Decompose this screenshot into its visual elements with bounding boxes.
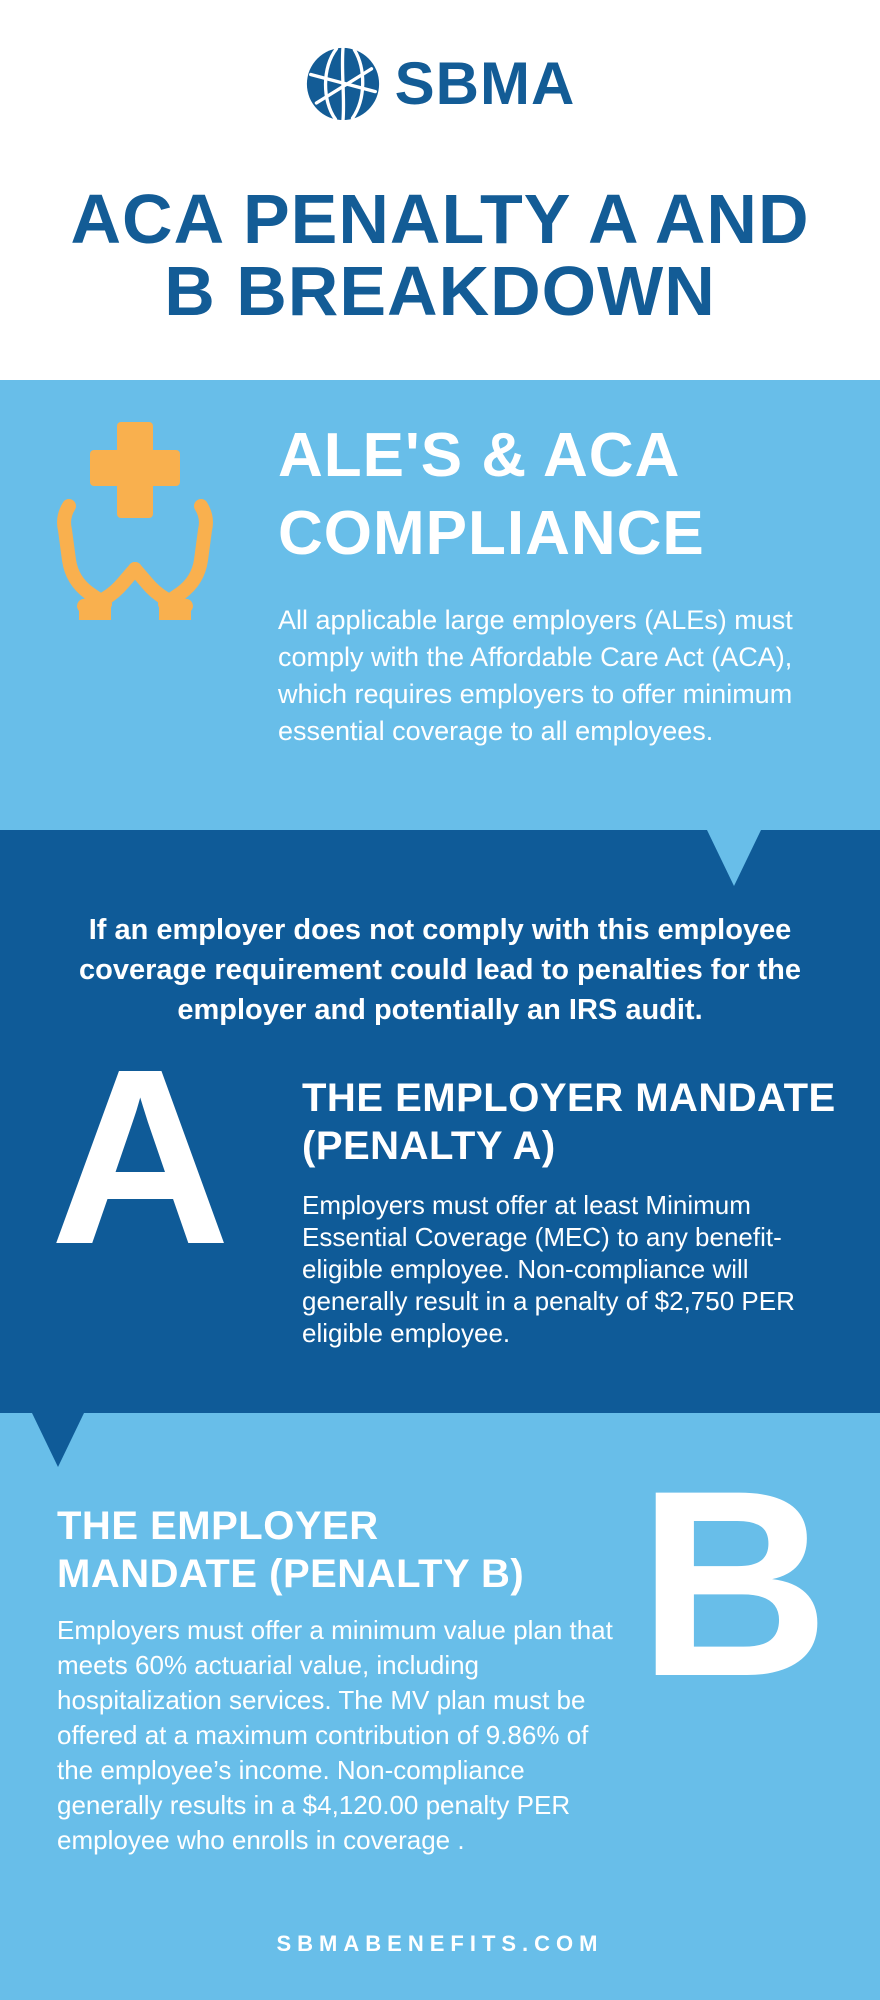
brand-name: SBMA <box>394 50 576 117</box>
section-penalty-a <box>0 830 880 1413</box>
penalty-b-heading <box>57 1502 577 1598</box>
compliance-heading-line2: COMPLIANCE <box>278 499 705 568</box>
website-footer: SBMABENEFITS.COM <box>276 1931 604 1956</box>
section-ales-aca-compliance <box>0 380 880 830</box>
compliance-body: All applicable large employers (ALEs) must comply with the Affordable Care Act (ACA), which requires employers to offer minimum essential coverage to all employees. <box>278 605 793 746</box>
notch-down-left <box>32 1413 84 1467</box>
notch-down-right <box>707 830 761 886</box>
penalty-b-body: Employers must offer a minimum value plan that meets 60% actuarial value, including hospitalization services. The MV plan must be offered at a maximum contribution of 9.86% of the employee’s income. Non-compliance generally results in a $4,120.00 penalty PER employee who enrolls in coverage . <box>57 1615 613 1855</box>
penalty-a-heading <box>302 1074 842 1170</box>
page-title-line2: B BREAKDOWN <box>164 252 716 330</box>
page-title <box>0 180 880 330</box>
globe-icon <box>305 46 381 122</box>
compliance-heading <box>278 417 758 573</box>
compliance-heading-line1: ALE'S & ACA <box>278 421 681 490</box>
page-title-line1: ACA PENALTY A AND <box>70 180 810 258</box>
penalty-b-heading-line2: MANDATE (PENALTY B) <box>57 1552 525 1596</box>
non-compliance-callout: If an employer does not comply with this employee coverage requirement could lead to penalties for the employer and potentially an IRS audit. <box>79 914 801 1026</box>
penalty-a-body: Employers must offer at least Minimum Essential Coverage (MEC) to any benefit-eligible employee. Non-compliance will generally result in a penalty of $2,750 PER eligible employee. <box>302 1190 795 1348</box>
penalty-a-heading-line2: (PENALTY A) <box>302 1124 556 1168</box>
penalty-b-heading-line1: THE EMPLOYER <box>57 1504 379 1548</box>
penalty-a-heading-line1: THE EMPLOYER MANDATE <box>302 1076 836 1120</box>
big-letter-a: A <box>50 1017 231 1296</box>
big-letter-b: B <box>638 1436 830 1732</box>
section-penalty-b <box>0 1413 880 2000</box>
hands-holding-cross-icon <box>55 420 215 620</box>
brand-logo <box>0 44 880 124</box>
